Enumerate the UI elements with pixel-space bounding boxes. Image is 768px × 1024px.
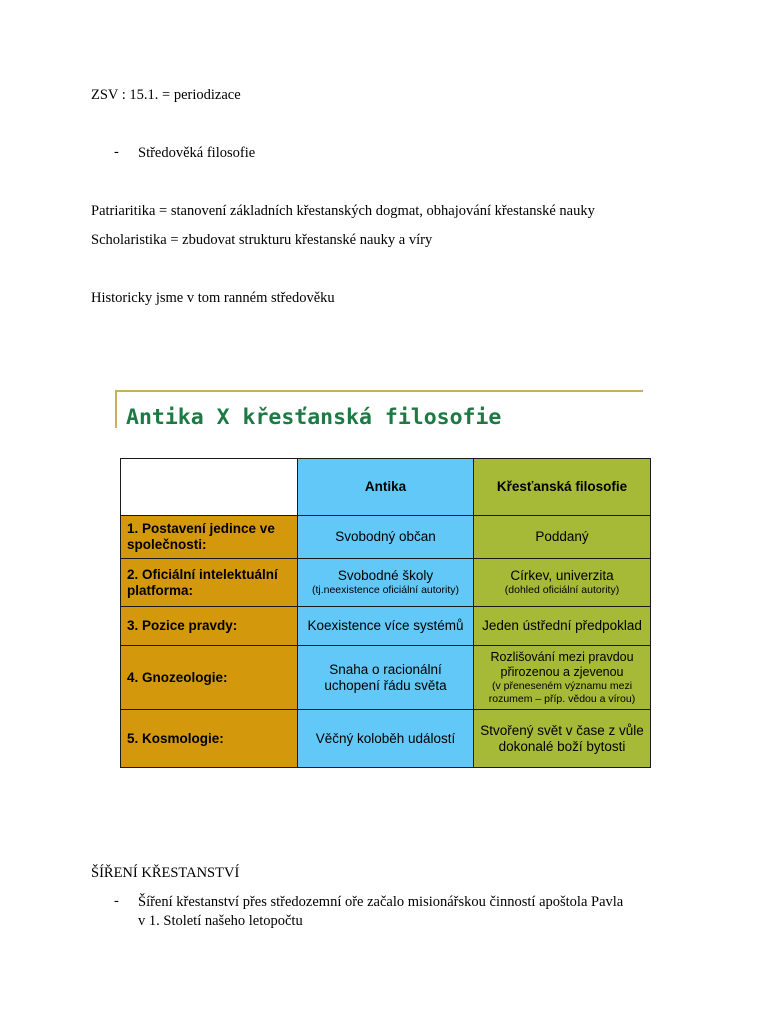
row-head: 4. Gnozeologie:: [121, 646, 298, 710]
table-row: [121, 646, 651, 710]
bullet-stredoveka-filosofie: Středověká filosofie: [138, 145, 256, 161]
bullet-dash: -: [114, 144, 119, 160]
doc-line-periodizace: ZSV : 15.1. = periodizace: [91, 87, 241, 103]
bullet-dash: -: [114, 893, 119, 909]
comparison-table: [120, 458, 651, 768]
slide-title: Antika X křesťanská filosofie: [126, 405, 502, 430]
cell-krestanska: Jeden ústřední předpoklad: [474, 607, 651, 646]
cell-krestanska: Stvořený svět v čase z vůle dokonalé boží bytosti: [474, 710, 651, 768]
cell-antika: Svobodný občan: [298, 516, 474, 559]
slide-left-rule: [115, 390, 117, 428]
cell-main-text: Rozlišování mezi pravdou přirozenou a zjevenou: [490, 649, 634, 679]
doc-line-scholaristika: Scholaristika = zbudovat strukturu křestanské nauky a víry: [91, 232, 433, 248]
table-row: [121, 516, 651, 559]
col-header-krestanska: Křesťanská filosofie: [474, 459, 651, 516]
row-head: 5. Kosmologie:: [121, 710, 298, 768]
bullet-sireni-line2: v 1. Století našeho letopočtu: [138, 913, 303, 929]
slide-top-rule: [115, 390, 643, 392]
col-header-antika: Antika: [298, 459, 474, 516]
bullet-sireni-line1: Šíření křestanství přes středozemní oře začalo misionářskou činností apoštola Pavla: [138, 894, 624, 910]
cell-note: (tj.neexistence oficiální autority): [311, 584, 460, 596]
cell-note: (v přeneseném významu mezi rozumem – příp. vědou a vírou): [488, 679, 636, 705]
cell-krestanska: [474, 646, 651, 710]
table-row: [121, 559, 651, 607]
cell-main-text: Svobodné školy: [337, 568, 434, 583]
row-head: 3. Pozice pravdy:: [121, 607, 298, 646]
table-row: [121, 710, 651, 768]
table-header-row: [121, 459, 651, 516]
cell-main-text: Církev, univerzita: [510, 568, 614, 583]
row-head: 1. Postavení jedince ve společnosti:: [121, 516, 298, 559]
cell-antika: Snaha o racionální uchopení řádu světa: [298, 646, 474, 710]
cell-antika: [298, 559, 474, 607]
cell-antika: Věčný koloběh událostí: [298, 710, 474, 768]
cell-krestanska: Poddaný: [474, 516, 651, 559]
cell-antika: Koexistence více systémů: [298, 607, 474, 646]
cell-krestanska: [474, 559, 651, 607]
table-row: [121, 607, 651, 646]
row-head: 2. Oficiální intelektuální platforma:: [121, 559, 298, 607]
cell-note: (dohled oficiální autority): [504, 584, 620, 596]
doc-line-patriaritika: Patriaritika = stanovení základních křestanských dogmat, obhajování křestanské nauky: [91, 203, 595, 219]
table-corner-cell: [121, 459, 298, 516]
doc-line-historicky: Historicky jsme v tom ranném středověku: [91, 290, 335, 306]
heading-sireni-krestanstvi: ŠÍŘENÍ KŘESTANSTVÍ: [91, 865, 240, 881]
